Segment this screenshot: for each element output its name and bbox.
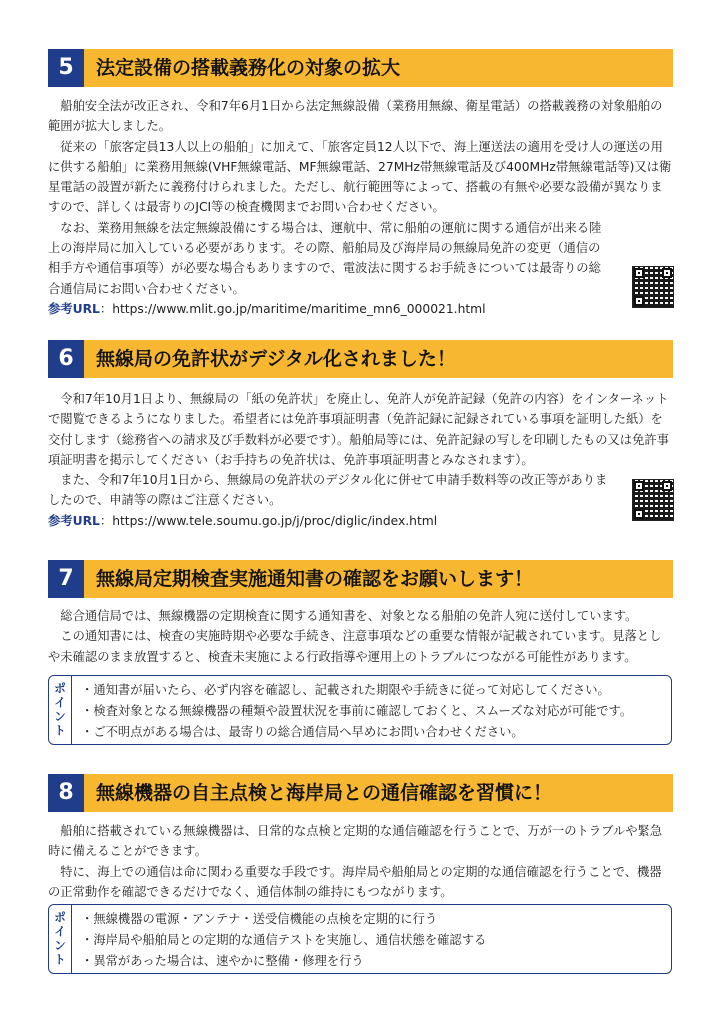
section-8-paragraph-1: 船舶に搭載されている無線機器は、日常的な点検と定期的な通信確認を行うことで、万が一のトラブルや緊急時に備えることができます。	[48, 824, 663, 859]
section-5-header	[48, 49, 673, 87]
section-8-number: 8	[48, 774, 84, 812]
section-6-url-label: 参考URL	[48, 513, 100, 528]
section-7-point-list	[81, 680, 665, 743]
section-5-paragraph-2: 従来の「旅客定員13人以上の船舶」に加えて、「旅客定員12人以下で、海上運送法の適用を受け人の運送の用に供する船舶」に業務用無線(VHF無線電話、MF無線電話、27MHz帯無線電話及び400MHz帯無線電話等)又は衛星電話の設置が新たに義務付けられました。ただし、航行範囲等によって、搭載の有無や必要な設備が異なりますので、詳しくは最寄りのJCI等の検査機関までお問い合わせください。	[48, 139, 672, 215]
section-7-number: 7	[48, 560, 84, 598]
section-6-qr-code-icon	[632, 479, 674, 521]
section-5-title: 法定設備の搭載義務化の対象の拡大	[96, 57, 401, 79]
section-7-point-item: ・ 通知書が届いたら、必ず内容を確認し、記載された期限や手続きに従って対応してください。	[81, 680, 665, 701]
section-6-paragraph-1: 令和7年10月1日より、無線局の「紙の免許状」を廃止し、免許人が免許記録（免許の内容）をインターネットで閲覧できるようになりました。希望者には免許事項証明書（免許記録に記録されている事項を証明した紙）を交付します（総務省への請求及び手数料が必要です）。船舶局等には、免許記録の写しを印刷したもの又は免許事項証明書を掲示してください（お手持ちの免許状は、免許事項証明書とみなされます）。	[48, 392, 669, 467]
section-8-point-item: ・ 無線機器の電源・アンテナ・送受信機能の点検を定期的に行う	[81, 909, 665, 930]
section-7-point-item: ・ ご不明点がある場合は、最寄りの総合通信局へ早めにお問い合わせください。	[81, 722, 665, 743]
section-5-paragraph-1: 船舶安全法が改正され、令和7年6月1日から法定無線設備（業務用無線、衛星電話）の搭載義務の対象船舶の範囲が拡大しました。	[48, 99, 663, 134]
section-5-qr-code-icon	[632, 266, 674, 308]
section-6-paragraph-2: また、令和7年10月1日から、無線局の免許状のデジタル化に併せて申請手数料等の改正等がありましたので、申請等の際はご注意ください。	[48, 473, 608, 508]
section-8-point-label: ポイント	[49, 905, 72, 973]
section-7-body	[48, 606, 672, 667]
section-6-header	[48, 340, 673, 378]
section-8-header	[48, 774, 673, 812]
section-7-paragraph-1: 総合通信局では、無線機器の定期検査に関する通知書を、対象となる船舶の免許人宛に送付しています。	[60, 609, 638, 623]
section-5-body	[48, 96, 672, 319]
section-6-number: 6	[48, 340, 84, 378]
section-6-body	[48, 389, 672, 531]
section-5-url-link[interactable]: ：https://www.mlit.go.jp/maritime/maritime_mn6_000021.html	[99, 301, 486, 316]
section-8-point-box	[48, 904, 672, 974]
section-8-body	[48, 821, 672, 902]
section-7-point-box	[48, 675, 672, 745]
section-6-url-link[interactable]: ：https://www.tele.soumu.go.jp/j/proc/diglic/index.html	[99, 513, 438, 528]
section-5-reference	[48, 299, 672, 319]
section-6-reference	[48, 511, 672, 531]
section-6-title: 無線局の免許状がデジタル化されました！	[96, 348, 456, 370]
section-8-point-list	[81, 909, 665, 972]
section-8-paragraph-2: 特に、海上での通信は命に関わる重要な手段です。海岸局や船舶局との定期的な通信確認を行うことで、機器の正常動作を確認できるだけでなく、通信体制の維持にもつながります。	[48, 864, 662, 899]
section-5-number: 5	[48, 49, 84, 87]
section-5-url-label: 参考URL	[48, 301, 100, 316]
section-8-title: 無線機器の自主点検と海岸局との通信確認を習慣に！	[96, 782, 553, 804]
section-5-paragraph-3: なお、業務用無線を法定無線設備にする場合は、運航中、常に船舶の運航に関する通信が出来る陸上の海岸局に加入している必要があります。その際、船舶局及び海岸局の無線局免許の変更（通信の相手方や通信事項等）が必要な場合もありますので、電波法に関するお手続きについては最寄りの総合通信局にお問い合わせください。	[48, 220, 602, 296]
section-8-point-item: ・ 異常があった場合は、速やかに整備・修理を行う	[81, 951, 665, 972]
section-7-paragraph-2: この通知書には、検査の実施時期や必要な手続き、注意事項などの重要な情報が記載されています。見落としや未確認のまま放置すると、検査未実施による行政指導や運用上のトラブルにつながる可能性があります。	[48, 629, 662, 664]
section-7-header	[48, 560, 673, 598]
section-7-title: 無線局定期検査実施通知書の確認をお願いします！	[96, 568, 534, 590]
section-7-point-item: ・ 検査対象となる無線機器の種類や設置状況を事前に確認しておくと、スムーズな対応が可能です。	[81, 701, 665, 722]
section-8-point-item: ・ 海岸局や船舶局との定期的な通信テストを実施し、通信状態を確認する	[81, 930, 665, 951]
section-7-point-label: ポイント	[49, 676, 72, 744]
